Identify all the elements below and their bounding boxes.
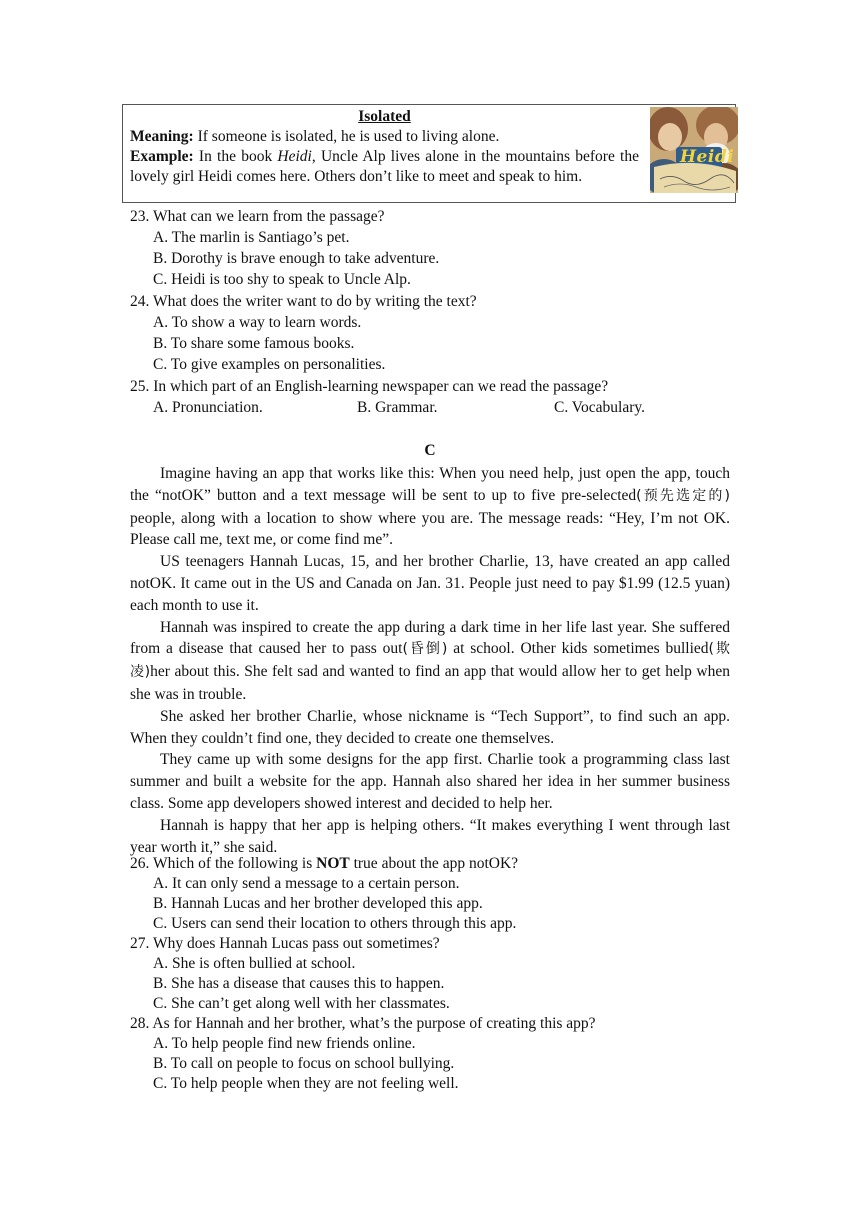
- option-a: A. She is often bullied at school.: [153, 955, 356, 972]
- q26-post: true about the app notOK?: [349, 855, 519, 872]
- vocab-example: [130, 147, 639, 187]
- paragraph-6: Hannah is happy that her app is helping others. “It makes everything I went through last year worth it,” she said.: [130, 816, 730, 856]
- section-title: C: [424, 442, 436, 459]
- example-post: , Uncle Alp lives alone in the mountains before the lovely girl Heidi comes here. Others don’t like to meet and speak to him.: [130, 148, 639, 185]
- question-27: [130, 934, 730, 1014]
- cover-title: Heidi: [680, 147, 735, 167]
- example-pre: In the book: [193, 148, 278, 165]
- vocab-title: Isolated: [358, 108, 411, 125]
- option-c: C. She can’t get along well with her classmates.: [153, 995, 450, 1012]
- question-text: 28. As for Hannah and her brother, what’s the purpose of creating this app?: [130, 1015, 596, 1032]
- option-b: B. To share some famous books.: [153, 335, 355, 352]
- paragraph-5: They came up with some designs for the app first. Charlie took a programming class last summer and built a website for the app. Hannah also shared her idea in her summer business class. Some app developers showed interest and decided to help her.: [130, 751, 730, 812]
- option-c: C. Vocabulary.: [554, 399, 645, 416]
- question-text: [130, 854, 730, 874]
- vocab-text: [130, 107, 639, 187]
- paragraph-1: [130, 463, 730, 551]
- meaning-label: Meaning:: [130, 128, 194, 145]
- option-a: A. To help people find new friends online.: [153, 1035, 416, 1052]
- heidi-book-cover: [650, 107, 738, 193]
- option-c: C. Heidi is too shy to speak to Uncle Alp.: [153, 271, 411, 288]
- p3-text-a: Hannah was inspired to create the app during a dark time in her life last year. She suffered from a disease that caused her to pass out: [130, 618, 730, 658]
- example-label: Example:: [130, 148, 194, 165]
- paragraph-3: [130, 617, 730, 706]
- option-c: C. To give examples on personalities.: [153, 356, 386, 373]
- p1-text-a: Imagine having an app that works like this: When you need help, just open the app, touch the “notOK” button and a text message will be sent to up to five pre-selected: [130, 465, 730, 504]
- option-b: B. To call on people to focus on school bullying.: [153, 1055, 455, 1072]
- option-b: B. She has a disease that causes this to happen.: [153, 975, 445, 992]
- p3-gloss-2: (欺凌): [130, 641, 730, 681]
- question-text: 23. What can we learn from the passage?: [130, 208, 385, 225]
- question-28: [130, 1014, 730, 1094]
- paragraph-4: She asked her brother Charlie, whose nickname is “Tech Support”, to find such an app. When they couldn’t find one, they decided to create one themselves.: [130, 707, 730, 747]
- question-26: [130, 854, 730, 934]
- question-24: [130, 291, 730, 375]
- passage-c: [130, 463, 730, 858]
- option-c: C. To help people when they are not feeling well.: [153, 1075, 459, 1092]
- p3-text-c: her about this. She felt sad and wanted to find an app that would allow her to get help when she was in trouble.: [130, 663, 730, 703]
- option-c: C. Users can send their location to others through this app.: [153, 915, 517, 932]
- option-a: A. Pronunciation.: [153, 399, 263, 416]
- q26-bold: NOT: [316, 855, 350, 872]
- options-row: [130, 397, 730, 418]
- question-23: [130, 206, 730, 290]
- question-text: 24. What does the writer want to do by writing the text?: [130, 293, 477, 310]
- question-25: [130, 376, 730, 418]
- option-b: B. Hannah Lucas and her brother developed this app.: [153, 895, 483, 912]
- option-b: B. Grammar.: [357, 399, 438, 416]
- p3-text-b: at school. Other kids sometimes bullied: [447, 640, 709, 658]
- example-book: Heidi: [277, 148, 312, 165]
- meaning-text: If someone is isolated, he is used to living alone.: [193, 128, 500, 145]
- q26-pre: 26. Which of the following is: [130, 855, 317, 872]
- question-text: 25. In which part of an English-learning newspaper can we read the passage?: [130, 378, 609, 395]
- questions-23-24: [130, 206, 730, 418]
- option-a: A. It can only send a message to a certain person.: [153, 875, 460, 892]
- question-text: 27. Why does Hannah Lucas pass out sometimes?: [130, 935, 440, 952]
- vocab-box: [122, 104, 736, 203]
- option-a: A. To show a way to learn words.: [153, 314, 362, 331]
- vocab-meaning: [130, 127, 639, 147]
- questions-26-28: [130, 854, 730, 1094]
- p1-gloss: (预先选定的): [636, 487, 730, 504]
- paragraph-2: US teenagers Hannah Lucas, 15, and her brother Charlie, 13, have created an app called notOK. It came out in the US and Canada on Jan. 31. People just need to pay $1.99 (12.5 yuan) each month to use it.: [130, 553, 730, 614]
- p3-gloss-1: (昏倒): [402, 641, 448, 658]
- option-b: B. Dorothy is brave enough to take adventure.: [153, 250, 440, 267]
- option-a: A. The marlin is Santiago’s pet.: [153, 229, 350, 246]
- p1-text-b: people, along with a location to show where you are. The message reads: “Hey, I’m not OK. Please call me, text me, or come find me”.: [130, 509, 730, 549]
